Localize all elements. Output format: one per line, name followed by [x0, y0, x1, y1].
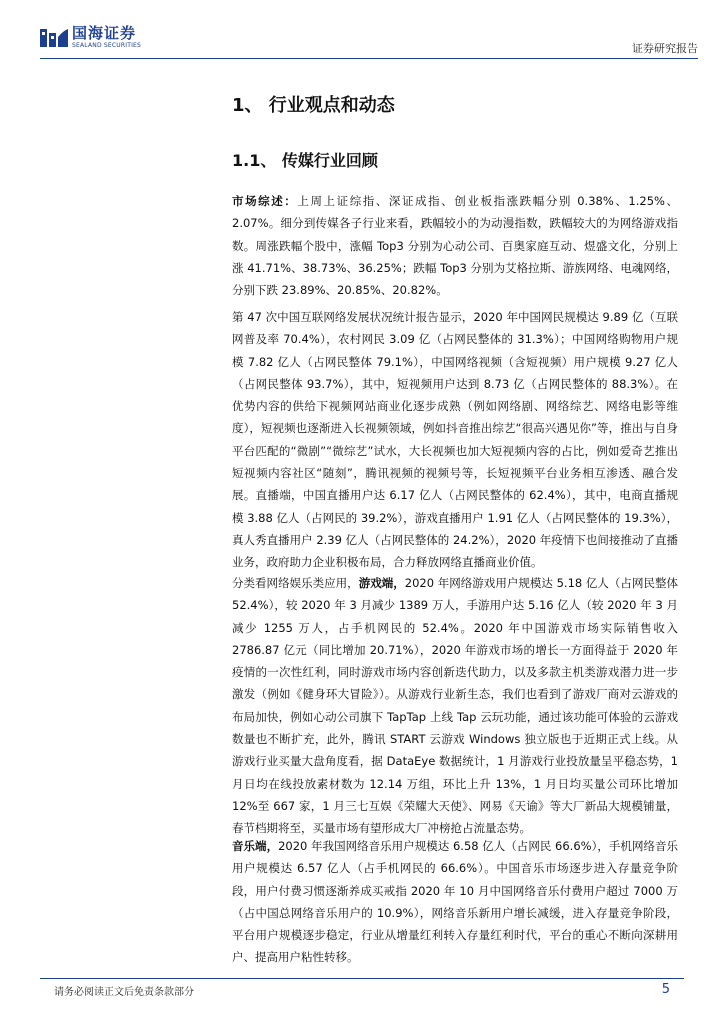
internet-report-body: 第 47 次中国互联网络发展状况统计报告显示，2020 年中国网民规模达 9.89 亿（互联网普及率 70.4%），农村网民 3.09 亿（占网民整体的 31.3%）；中国网络购物用户规模 7.82 亿人（占网民整体 79.1%），中国网络视频（含短视频）用户规模 9.27 亿人（占网民整体 93.7%），其中，短视频用户达到 8.73 亿（占网民整体的 88.3%）。在优势内容的供给下视频网站商业化逐步成熟（例如网络剧、网络综艺、网络电影等维度），短视频也逐渐进入长视频领域，例如抖音推出综艺“很高兴遇见你”等，推出与自身平台匹配的“微剧”“微综艺”试水，大长视频也加大短视频内容的占比，例如爱奇艺推出短视频内容社区“随刻”，腾讯视频的视频号等，长短视频平台业务相互渗透、融合发展。直播端，中国直播用户达 6.17 亿人（占网民整体的 62.4%），其中，电商直播规模 3.88 亿人（占网民的 39.2%），游戏直播用户 1.91 亿人（占网民整体的 19.3%），真人秀直播用户 2.39 亿人（占网民整体的 24.2%），2020 年疫情下也间接推动了直播业务，政府助力企业积极布局，合力释放网络直播商业价值。	[232, 310, 678, 570]
page-header	[0, 0, 724, 62]
report-type-label: 证券研究报告	[632, 42, 698, 55]
header-divider	[40, 58, 698, 59]
market-summary-lead: 市场综述：	[232, 194, 298, 208]
gaming-body: 2020 年网络游戏用户规模达 5.18 亿人（占网民整体 52.4%），较 2020 年 3 月减少 1389 万人，手游用户达 5.16 亿人（较 2020 年 3 月减少 1255 万人，占手机网民的 52.4%。2020 年中国游戏市场实际销售收入 2786.87 亿元（同比增加 20.71%），2020 年游戏市场的增长一方面得益于 2020 年疫情的一次性红利，同时游戏市场内容创新迭代助力，以及多款主机类游戏潜力进一步激发（例如《健身环大冒险》）。从游戏行业新生态，我们也看到了游戏厂商对云游戏的布局加快，例如心动公司旗下 TapTap 上线 Tap 云玩功能，通过该功能可体验的云游戏数量也不断扩充，此外，腾讯 START 云游戏 Windows 独立版也于近期正式上线。从游戏行业买量大盘角度看，据 DataEye 数据统计，1 月游戏行业投放量呈平稳态势，1 月日均在线投放素材数为 12.14 万组，环比上升 13%，1 月日均买量公司环比增加 12%至 667 家，1 月三七互娱《荣耀大天使》、网易《天谕》等大厂新品大规模铺量，春节档期将至，买量市场有望形成大厂冲榜抢占流量态势。	[232, 576, 679, 836]
market-summary-paragraph	[232, 190, 678, 301]
music-body: 2020 年我国网络音乐用户规模达 6.58 亿人（占网民 66.6%），手机网络音乐用户规模达 6.57 亿人（占手机网民的 66.6%）。中国音乐市场逐步进入存量竞争阶段，用户付费习惯逐渐养成买戒指 2020 年 10 月中国网络音乐付费用户超过 7000 万（占中国总网络音乐用户的 10.9%），网络音乐新用户增长减缓，进入存量竞争阶段，平台用户规模逐步稳定，行业从增量红利转入存量红利时代，平台的重心不断向深耕用户、提高用户粘性转移。	[232, 839, 679, 965]
music-paragraph	[232, 835, 678, 969]
logo-text	[72, 26, 141, 49]
page-number: 5	[661, 982, 670, 997]
footer-disclaimer: 请务必阅读正文后免责条款部分	[54, 987, 194, 998]
company-logo	[40, 26, 141, 49]
sealand-logo-icon	[40, 27, 68, 49]
gaming-intro: 分类看网络娱乐类应用，	[232, 576, 359, 590]
footer-divider	[40, 978, 684, 979]
music-lead: 音乐端，	[232, 839, 279, 853]
logo-name-en: SEALAND SECURITIES	[72, 42, 142, 49]
section-heading: 1、 行业观点和动态	[232, 95, 395, 116]
subsection-heading: 1.1、 传媒行业回顾	[232, 151, 378, 170]
gaming-lead: 游戏端，	[358, 576, 405, 590]
market-summary-body: 上周上证综指、深证成指、创业板指涨跌幅分别 0.38%、1.25%、2.07%。细分到传媒各子行业来看，跌幅较小的为动漫指数，跌幅较大的为网络游戏指数。周涨跌幅个股中，涨幅 Top3 分别为心动公司、百奥家庭互动、煜盛文化，分别上涨 41.71%、38.73%、36.25%；跌幅 Top3 分别为艾格拉斯、游族网络、电魂网络，分别下跌 23.89%、20.85%、20.82%。	[232, 194, 679, 298]
gaming-paragraph	[232, 572, 678, 840]
logo-name-cn: 国海证券	[72, 24, 137, 42]
internet-report-paragraph	[232, 306, 678, 574]
